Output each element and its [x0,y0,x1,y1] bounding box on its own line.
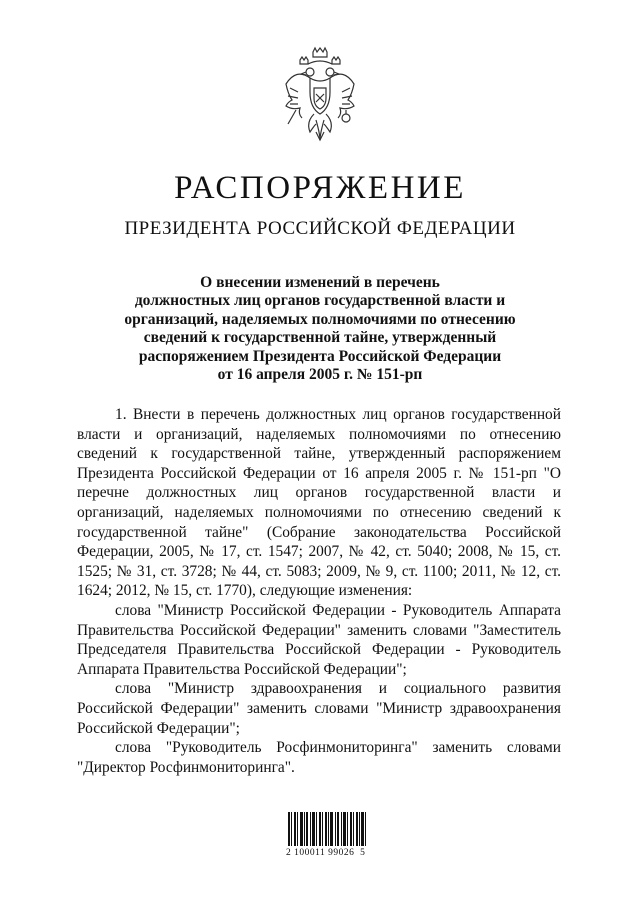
body-paragraph: слова "Руководитель Росфинмониторинга" заменить словами "Директор Росфинмониторинга". [77,739,561,776]
document-type-heading: РАСПОРЯЖЕНИЕ [174,170,466,206]
coat-of-arms-icon [280,46,360,158]
title-line: организаций, наделяемых полномочиями по отнесению [124,310,516,328]
barcode-number: 2 100011 99026 5 [286,848,366,858]
body-paragraph: 1. Внести в перечень должностных лиц органов государственной власти и организаций, наделяемых полномочиями по отнесению сведений к государственной тайне, утвержденный распоряжением Президента Российской Федерации от 16 апреля 2005 г. № 151-рп "О перечне должностных лиц органов государственной власти и организаций, наделяемых полномочиями по отнесению сведений к государственной тайне" (Собрание законодательства Российской Федерации, 2005, № 17, ст. 1547; 2007, № 42, ст. 5040; 2008, № 15, ст. 1525; № 31, ст. 3728; № 44, ст. 5083; 2009, № 9, ст. 1100; 2011, № 12, ст. 1624; 2012, № 15, ст. 1770), следующие изменения: [77,406,561,600]
title-line: сведений к государственной тайне, утвержденный [143,329,497,347]
barcode-icon [288,812,366,846]
title-line: должностных лиц органов государственной власти и [134,292,506,310]
document-body [77,405,561,777]
issuer-heading: ПРЕЗИДЕНТА РОССИЙСКОЙ ФЕДЕРАЦИИ [124,218,516,239]
title-line: распоряжением Президента Российской Федерации [138,347,502,365]
title-line: от 16 апреля 2005 г. № 151-рп [217,366,423,384]
title-line: О внесении изменений в перечень [200,274,440,291]
document-title [90,274,550,384]
body-paragraph: слова "Министр Российской Федерации - Руководитель Аппарата Правительства Российской Федерации" заменить словами "Заместитель Председателя Правительства Российской Федерации - Руководитель Аппарата Правительства Российской Федерации"; [77,601,561,678]
body-paragraph: слова "Министр здравоохранения и социального развития Российской Федерации" заменить словами "Министр здравоохранения Российской Федерации"; [77,680,561,737]
